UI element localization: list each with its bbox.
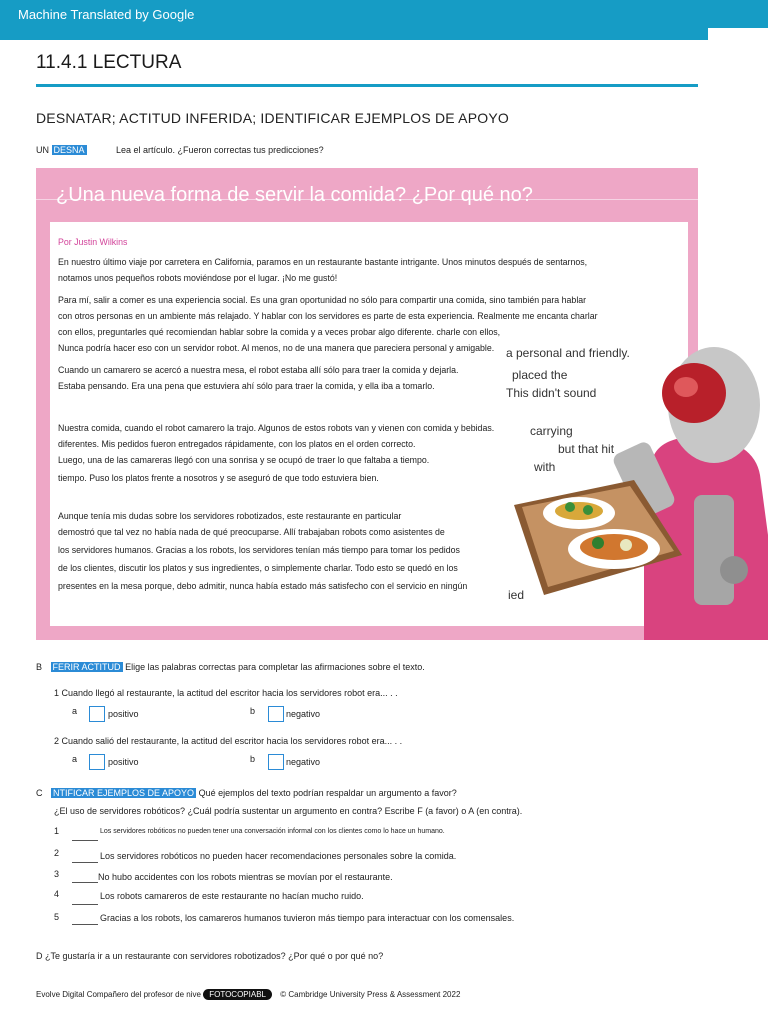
option-letter: a [72, 754, 78, 764]
section-a [36, 145, 324, 155]
overlay-text: with [534, 460, 556, 474]
item-number: 5 [54, 912, 60, 922]
title-divider [36, 84, 698, 87]
overlay-text: but that hit [558, 442, 615, 456]
item-text: Los servidores robóticos no pueden tener una conversación informal con los clientes como lo hace un humano. [100, 828, 445, 835]
article-text: tiempo. Puso los platos frente a nosotros y se aseguró de que todo estuviera bien. [58, 473, 379, 483]
banner-text: Machine Translated by Google [18, 7, 195, 22]
footer-left: Evolve Digital Compañero del profesor de nive [36, 990, 201, 999]
robot-waiter-illustration [514, 345, 768, 640]
article-headline: ¿Una nueva forma de servir la comida? ¿Por qué no? [56, 184, 533, 206]
answer-blank-1[interactable] [72, 840, 98, 841]
article-text: con otros personas en un ambiente más relajado. Y hablar con los servidores es parte de esta experiencia. Realmente me encanta charlar [58, 311, 598, 321]
question-b1: 1 Cuando llegó al restaurante, la actitud del escritor hacia los servidores robot era... . . [54, 688, 398, 698]
option-label: negativo [286, 757, 321, 767]
question-b2: 2 Cuando salió del restaurante, la actitud del escritor hacia los servidores robot era... . . [54, 736, 403, 746]
checkbox-b1-positivo[interactable] [89, 706, 105, 722]
item-number: 2 [54, 848, 60, 858]
section-b-tag: FERIR ACTITUD [52, 662, 121, 672]
footer-copyright: © Cambridge University Press & Assessment 2022 [280, 990, 461, 999]
article-text: diferentes. Mis pedidos fueron entregados rápidamente, con los platos en el orden correcto. [58, 439, 416, 449]
article-text: Luego, una de las camareras llegó con una sonrisa y se ocupó de traer lo que faltaba a tiempo. [58, 455, 430, 465]
article-text: Nunca podría hacer eso con un servidor robot. Al menos, no de una manera que pareciera personal y amigable. [58, 343, 495, 353]
checkbox-b1-negativo[interactable] [268, 706, 284, 722]
page-footer [36, 990, 460, 999]
page-title: 11.4.1 LECTURA [36, 52, 182, 73]
section-c-instruction: Qué ejemplos del texto podrían respaldar un argumento a favor? [198, 788, 457, 798]
section-a-tag: DESNA [53, 145, 85, 155]
article-text: demostró que tal vez no había nada de qué preocuparse. Allí trabajaban robots como asistentes de [58, 527, 445, 537]
article-text: Aunque tenía mis dudas sobre los servidores robotizados, este restaurante en particular [58, 511, 402, 521]
article-text: En nuestro último viaje por carretera en California, paramos en un restaurante bastante intrigante. Unos minutos después de sentarnos, [58, 257, 588, 267]
top-banner [0, 0, 768, 40]
article-text: notamos unos pequeños robots moviéndose por el lugar. ¡No me gustó! [58, 273, 338, 283]
option-letter: b [250, 754, 256, 764]
article-text: Nuestra comida, cuando el robot camarero la trajo. Algunos de estos robots van y vienen con comida y bebidas. [58, 423, 495, 433]
overlay-text: placed the [512, 368, 568, 382]
section-c-tag: NTIFICAR EJEMPLOS DE APOYO [53, 788, 195, 798]
article-text: Cuando un camarero se acercó a nuestra mesa, el robot estaba allí sólo para traer la comida y dejarla. [58, 365, 459, 375]
article-text: Para mí, salir a comer es una experiencia social. Es una gran oportunidad no sólo para compartir una comida, sino también para hablar [58, 295, 587, 305]
item-text: No hubo accidentes con los robots mientras se movían por el restaurante. [98, 872, 393, 882]
section-b-instruction: Elige las palabras correctas para completar las afirmaciones sobre el texto. [125, 662, 425, 672]
option-label: negativo [286, 709, 321, 719]
checkbox-b2-negativo[interactable] [268, 754, 284, 770]
item-text: Los robots camareros de este restaurante no hacían mucho ruido. [100, 891, 364, 901]
section-b-letter: B [36, 662, 43, 672]
article-byline: Por Justin Wilkins [58, 237, 128, 247]
article-text: de los clientes, discutir los platos y sus ingredientes, o simplemente charlar. Todo esto se quedó en los [58, 563, 458, 573]
answer-blank-3[interactable] [72, 882, 98, 883]
overlay-text: carrying [530, 424, 573, 438]
item-number: 3 [54, 869, 60, 879]
section-a-letter: UN [36, 145, 49, 155]
item-number: 1 [54, 826, 60, 836]
overlay-text: a personal and friendly. [506, 346, 630, 360]
checkbox-b2-positivo[interactable] [89, 754, 105, 770]
section-b-header [36, 662, 425, 672]
banner-notch [708, 28, 768, 40]
overlay-text: ied [508, 588, 525, 602]
article-text: Estaba pensando. Era una pena que estuviera ahí sólo para traer la comida, y ella iba a tomarlo. [58, 381, 435, 391]
section-c-letter: C [36, 788, 43, 798]
page-subtitle: DESNATAR; ACTITUD INFERIDA; IDENTIFICAR EJEMPLOS DE APOYO [36, 110, 509, 126]
section-d-question: D ¿Te gustaría ir a un restaurante con servidores robotizados? ¿Por qué o por qué no? [36, 951, 384, 961]
item-text: Gracias a los robots, los camareros humanos tuvieron más tiempo para interactuar con los comensales. [100, 913, 515, 923]
article-text: presentes en la mesa porque, debo admitir, nunca había estado más satisfecho con el servicio en ningún [58, 581, 468, 591]
article-text: los servidores humanos. Gracias a los robots, los servidores tenían más tiempo para tomar los pedidos [58, 545, 460, 555]
answer-blank-5[interactable] [72, 924, 98, 925]
item-text: Los servidores robóticos no pueden hacer recomendaciones personales sobre la comida. [100, 851, 457, 861]
overlay-text: This didn't sound [506, 386, 597, 400]
option-letter: a [72, 706, 78, 716]
section-c-header [36, 788, 457, 798]
item-number: 4 [54, 889, 60, 899]
option-label: positivo [108, 709, 139, 719]
section-a-instruction: Lea el artículo. ¿Fueron correctas tus predicciones? [116, 145, 324, 155]
option-letter: b [250, 706, 256, 716]
section-c-instruction-2: ¿El uso de servidores robóticos? ¿Cuál podría sustentar un argumento en contra? Escribe F (a favor) o A (en contra). [54, 806, 523, 816]
option-label: positivo [108, 757, 139, 767]
answer-blank-2[interactable] [72, 862, 98, 863]
article-text: con ellos, preguntarles qué recomiendan hablar sobre la comida y a veces probar algo diferente. charle con ellos, [58, 327, 501, 337]
answer-blank-4[interactable] [72, 904, 98, 905]
photocopiable-badge: FOTOCOPIABL [203, 989, 272, 1000]
